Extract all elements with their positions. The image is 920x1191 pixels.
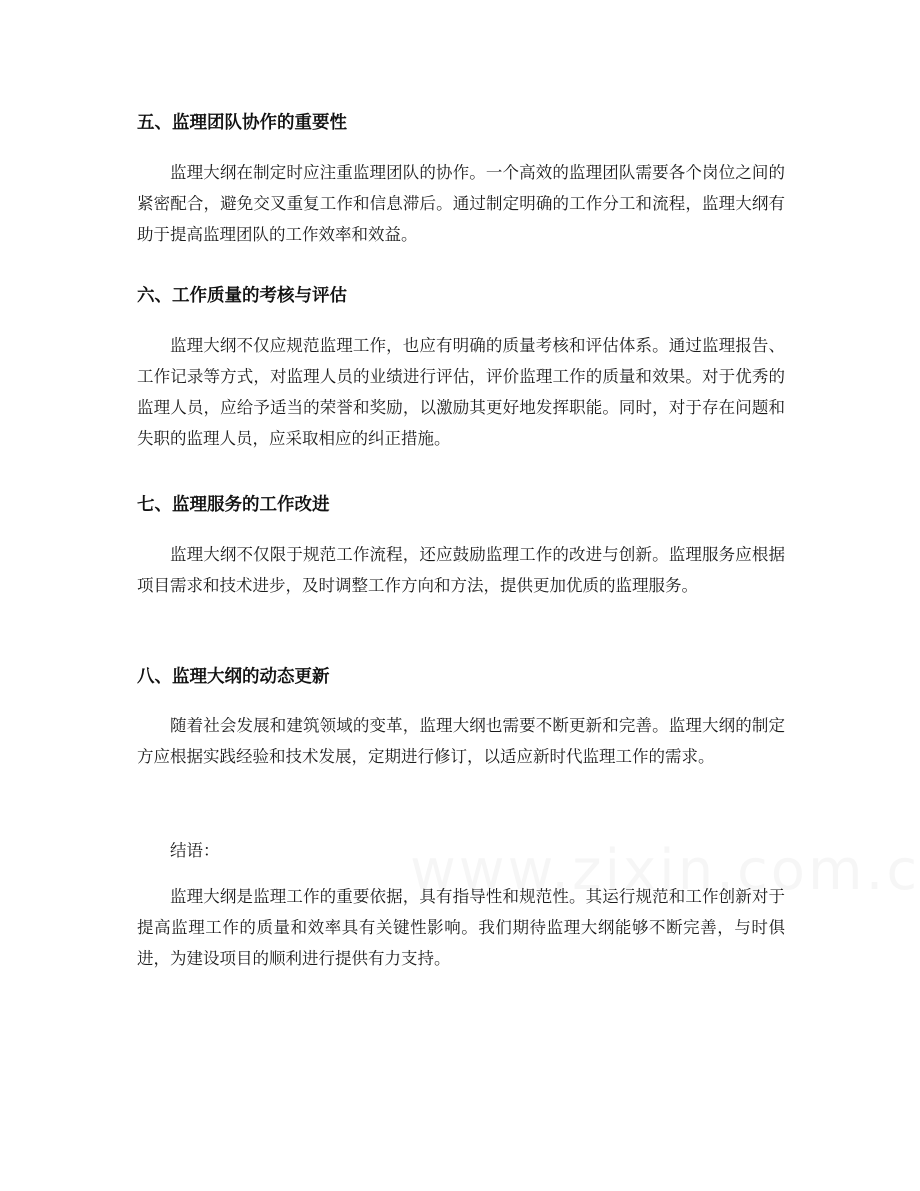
section-5-heading: 五、监理团队协作的重要性 bbox=[137, 113, 347, 133]
watermark bbox=[410, 838, 920, 903]
section-6-paragraph: 监理大纲不仅应规范监理工作，也应有明确的质量考核和评估体系。通过监理报告、工作记录等方式，对监理人员的业绩进行评估，评价监理工作的质量和效果。对于优秀的监理人员，应给予适当的荣誉和奖励，以激励其更好地发挥职能。同时，对于存在问题和失职的监理人员，应采取相应的纠正措施。 bbox=[137, 336, 785, 448]
section-8-paragraph: 随着社会发展和建筑领域的变革，监理大纲也需要不断更新和完善。监理大纲的制定方应根据实践经验和技术发展，定期进行修订，以适应新时代监理工作的需求。 bbox=[137, 716, 785, 766]
section-6-heading: 六、工作质量的考核与评估 bbox=[137, 286, 347, 306]
section-8-heading: 八、监理大纲的动态更新 bbox=[137, 667, 330, 687]
conclusion-paragraph: 监理大纲是监理工作的重要依据，具有指导性和规范性。其运行规范和工作创新对于提高监理工作的质量和效率具有关键性影响。我们期待监理大纲能够不断完善，与时俱进，为建设项目的顺利进行提供有力支持。 bbox=[137, 887, 785, 968]
section-7-paragraph: 监理大纲不仅限于规范工作流程，还应鼓励监理工作的改进与创新。监理服务应根据项目需求和技术进步，及时调整工作方向和方法，提供更加优质的监理服务。 bbox=[137, 545, 785, 595]
section-7-heading: 七、监理服务的工作改进 bbox=[137, 495, 330, 515]
conclusion-label: 结语： bbox=[170, 841, 220, 860]
section-5-paragraph: 监理大纲在制定时应注重监理团队的协作。一个高效的监理团队需要各个岗位之间的紧密配合，避免交叉重复工作和信息滞后。通过制定明确的工作分工和流程，监理大纲有助于提高监理团队的工作效率和效益。 bbox=[137, 163, 785, 244]
